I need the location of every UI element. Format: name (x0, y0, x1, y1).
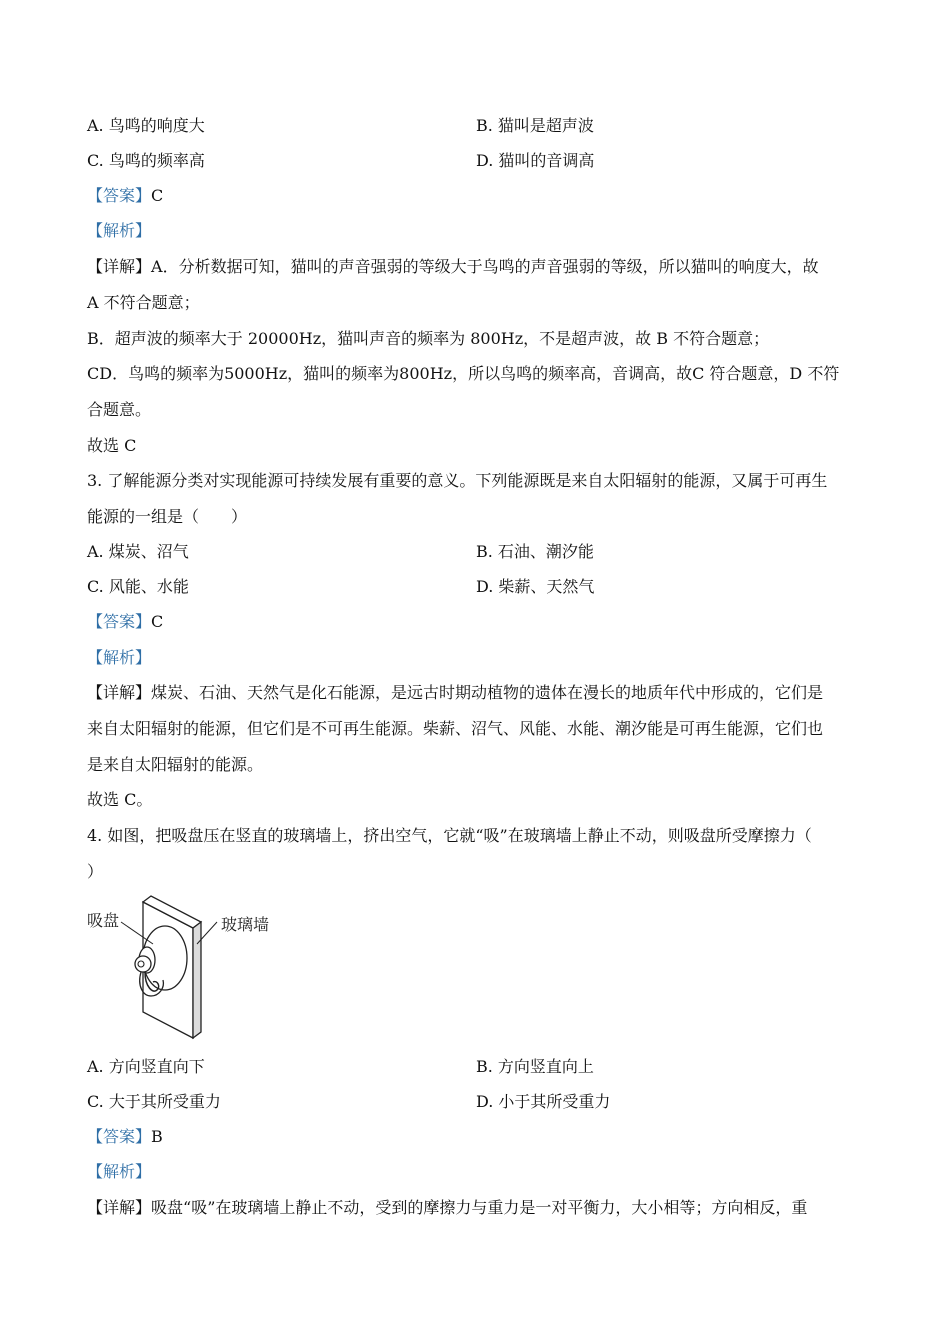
q3-conclusion: 故选 C。 (87, 790, 153, 809)
q2-answer: C (151, 186, 164, 205)
q3-option-d: D. 柴薪、天然气 (476, 577, 595, 596)
q4-answer-line (87, 1126, 163, 1148)
q2-option-b: B. 猫叫是超声波 (476, 116, 594, 135)
q4-stem-line-2: ） (87, 862, 104, 881)
q3-option-a: A. 煤炭、沼气 (87, 542, 189, 561)
detail-tag: 【详解】 (87, 257, 152, 276)
q2-detail-line-3: B．超声波的频率大于 20000Hz，猫叫声音的频率为 800Hz，不是超声波，故 B 不符合题意； (87, 329, 770, 348)
q4-option-a: A. 方向竖直向下 (87, 1057, 205, 1076)
q2-detail-text-1: A．分析数据可知，猫叫的声音强弱的等级大于鸟鸣的声音强弱的等级，所以猫叫的响度大，故 (151, 257, 819, 276)
q3-detail-line-2: 来自太阳辐射的能源，但它们是不可再生能源。柴薪、沼气、风能、水能、潮汐能是可再生能源，它们也 (87, 719, 824, 738)
suction-cup-figure (87, 892, 287, 1042)
q3-option-c: C. 风能、水能 (87, 577, 189, 596)
q2-detail-line-5: 合题意。 (87, 400, 152, 419)
q2-answer-line (87, 185, 163, 207)
q2-conclusion: 故选 C (87, 436, 137, 455)
q4-detail-text-1: 吸盘“吸”在玻璃墙上静止不动，受到的摩擦力与重力是一对平衡力，大小相等；方向相反，重 (151, 1198, 808, 1217)
q4-detail-line-1 (87, 1197, 807, 1219)
answer-tag: 【答案】 (87, 612, 152, 631)
detail-tag: 【详解】 (87, 683, 152, 702)
q3-answer: C (151, 612, 164, 631)
q3-detail-line-3: 是来自太阳辐射的能源。 (87, 755, 264, 774)
q4-option-c: C. 大于其所受重力 (87, 1092, 221, 1111)
q2-option-a: A. 鸟鸣的响度大 (87, 116, 205, 135)
q3-stem-line-2: 能源的一组是（ ） (87, 507, 248, 526)
label-suction-cup: 吸盘 (87, 911, 120, 930)
suction-cup-diagram (87, 892, 287, 1042)
q2-detail-line-4: CD．鸟鸣的频率为5000Hz，猫叫的频率为800Hz，所以鸟鸣的频率高，音调高，故C 符合题意，D 不符 (87, 364, 840, 383)
q2-detail-line-1 (87, 256, 819, 278)
q4-option-b: B. 方向竖直向上 (476, 1057, 594, 1076)
q2-option-d: D. 猫叫的音调高 (476, 151, 595, 170)
label-glass-wall: 玻璃墙 (221, 915, 270, 934)
answer-tag: 【答案】 (87, 186, 152, 205)
q3-detail-text-1: 煤炭、石油、天然气是化石能源，是远古时期动植物的遗体在漫长的地质年代中形成的，它们是 (151, 683, 824, 702)
q3-detail-line-1 (87, 682, 823, 704)
q4-answer: B (151, 1127, 163, 1146)
q4-analysis-tag: 【解析】 (87, 1162, 152, 1181)
q4-stem-line-1: 4. 如图，把吸盘压在竖直的玻璃墙上，挤出空气，它就“吸”在玻璃墙上静止不动，则吸盘所受摩擦力（ (87, 826, 812, 845)
q2-detail-line-2: A 不符合题意； (87, 293, 200, 312)
detail-tag: 【详解】 (87, 1198, 152, 1217)
answer-tag: 【答案】 (87, 1127, 152, 1146)
q3-option-b: B. 石油、潮汐能 (476, 542, 594, 561)
q4-option-d: D. 小于其所受重力 (476, 1092, 611, 1111)
q3-analysis-tag: 【解析】 (87, 648, 152, 667)
q3-stem-line-1: 3. 了解能源分类对实现能源可持续发展有重要的意义。下列能源既是来自太阳辐射的能源，又属于可再生 (87, 471, 828, 490)
q2-analysis-tag: 【解析】 (87, 221, 152, 240)
q3-answer-line (87, 611, 163, 633)
q2-option-c: C. 鸟鸣的频率高 (87, 151, 205, 170)
